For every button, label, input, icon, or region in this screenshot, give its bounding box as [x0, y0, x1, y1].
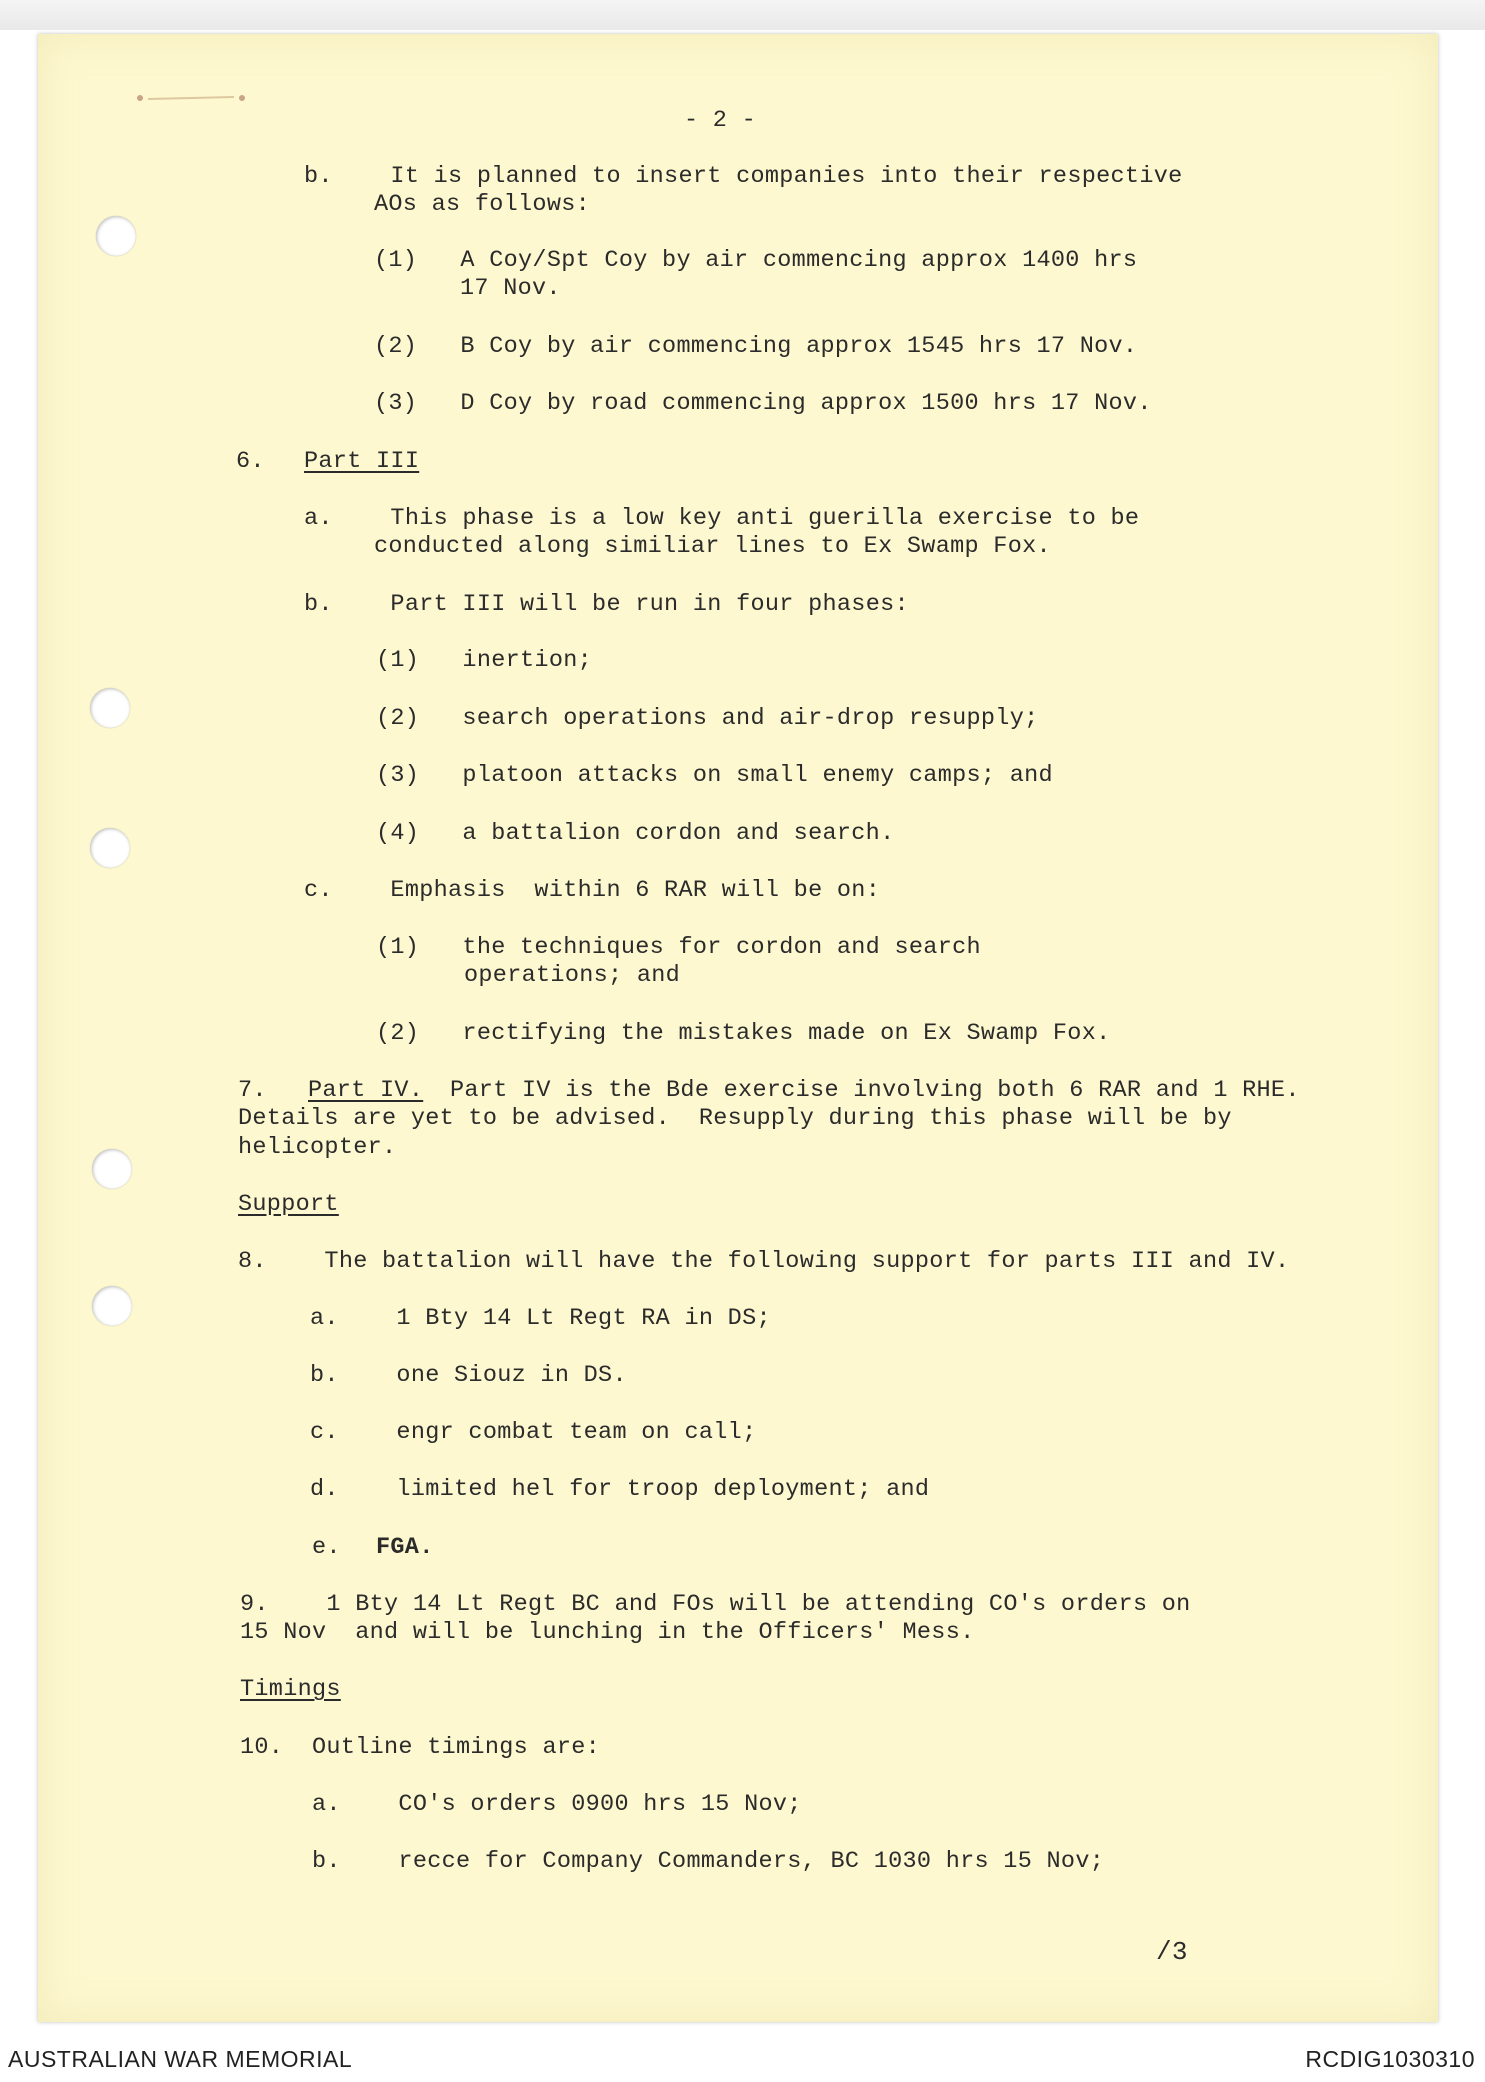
support-e-text: FGA.: [376, 1534, 434, 1561]
para-6c: c. Emphasis within 6 RAR will be on:: [304, 877, 881, 904]
footer-record-id: RCDIG1030310: [1305, 2046, 1475, 2072]
support-e-number: e.: [312, 1534, 341, 1561]
emphasis-1-line2: operations; and: [464, 962, 681, 989]
phase-1: (1) inertion;: [376, 647, 593, 674]
support-d: d. limited hel for troop deployment; and: [310, 1476, 930, 1503]
para-7-number: 7.: [238, 1077, 267, 1104]
para-7-line3: helicopter.: [238, 1134, 397, 1161]
timing-a: a. CO's orders 0900 hrs 15 Nov;: [312, 1791, 802, 1818]
timings-heading: Timings: [240, 1676, 341, 1703]
punch-hole: [90, 828, 130, 868]
punch-hole: [90, 688, 130, 728]
document-page: [38, 34, 1438, 2022]
punch-hole: [96, 216, 136, 256]
para-9-line1: 9. 1 Bty 14 Lt Regt BC and FOs will be attending CO's orders on: [240, 1591, 1191, 1618]
emphasis-2: (2) rectifying the mistakes made on Ex Swamp Fox.: [376, 1020, 1111, 1047]
punch-hole: [92, 1286, 132, 1326]
support-b: b. one Siouz in DS.: [310, 1362, 627, 1389]
para-6-number: 6.: [236, 448, 265, 475]
para-6a-line2: conducted along similiar lines to Ex Swamp Fox.: [374, 533, 1051, 560]
phase-3: (3) platoon attacks on small enemy camps; and: [376, 762, 1053, 789]
para-7-line2: Details are yet to be advised. Resupply during this phase will be by: [238, 1105, 1232, 1132]
timing-b: b. recce for Company Commanders, BC 1030 hrs 15 Nov;: [312, 1848, 1105, 1875]
phase-4: (4) a battalion cordon and search.: [376, 820, 895, 847]
scan-top-margin: [0, 0, 1485, 30]
continuation-marker: /3: [1156, 1937, 1188, 1967]
item-2: (2) B Coy by air commencing approx 1545 hrs 17 Nov.: [374, 333, 1138, 360]
para-6-heading: Part III: [304, 448, 420, 475]
para-9-line2: 15 Nov and will be lunching in the Officers' Mess.: [240, 1619, 975, 1646]
para-5b-line2: AOs as follows:: [374, 191, 591, 218]
punch-hole: [92, 1149, 132, 1189]
staple-mark: [134, 92, 254, 104]
item-1-line2: 17 Nov.: [460, 275, 561, 302]
support-heading: Support: [238, 1191, 339, 1218]
para-7-line1: Part IV is the Bde exercise involving both 6 RAR and 1 RHE.: [450, 1077, 1300, 1104]
para-10: 10. Outline timings are:: [240, 1734, 601, 1761]
page-number: - 2 -: [684, 107, 757, 134]
footer-archive-name: AUSTRALIAN WAR MEMORIAL: [8, 2046, 353, 2072]
para-5b-line1: b. It is planned to insert companies into their respective: [304, 163, 1183, 190]
para-8: 8. The battalion will have the following support for parts III and IV.: [238, 1248, 1290, 1275]
item-3: (3) D Coy by road commencing approx 1500 hrs 17 Nov.: [374, 390, 1152, 417]
phase-2: (2) search operations and air-drop resupply;: [376, 705, 1039, 732]
para-7-heading: Part IV.: [308, 1077, 424, 1104]
item-1-line1: (1) A Coy/Spt Coy by air commencing approx 1400 hrs: [374, 247, 1138, 274]
para-6a-line1: a. This phase is a low key anti guerilla exercise to be: [304, 505, 1140, 532]
para-6b: b. Part III will be run in four phases:: [304, 591, 909, 618]
support-a: a. 1 Bty 14 Lt Regt RA in DS;: [310, 1305, 771, 1332]
emphasis-1-line1: (1) the techniques for cordon and search: [376, 934, 981, 961]
support-c: c. engr combat team on call;: [310, 1419, 757, 1446]
